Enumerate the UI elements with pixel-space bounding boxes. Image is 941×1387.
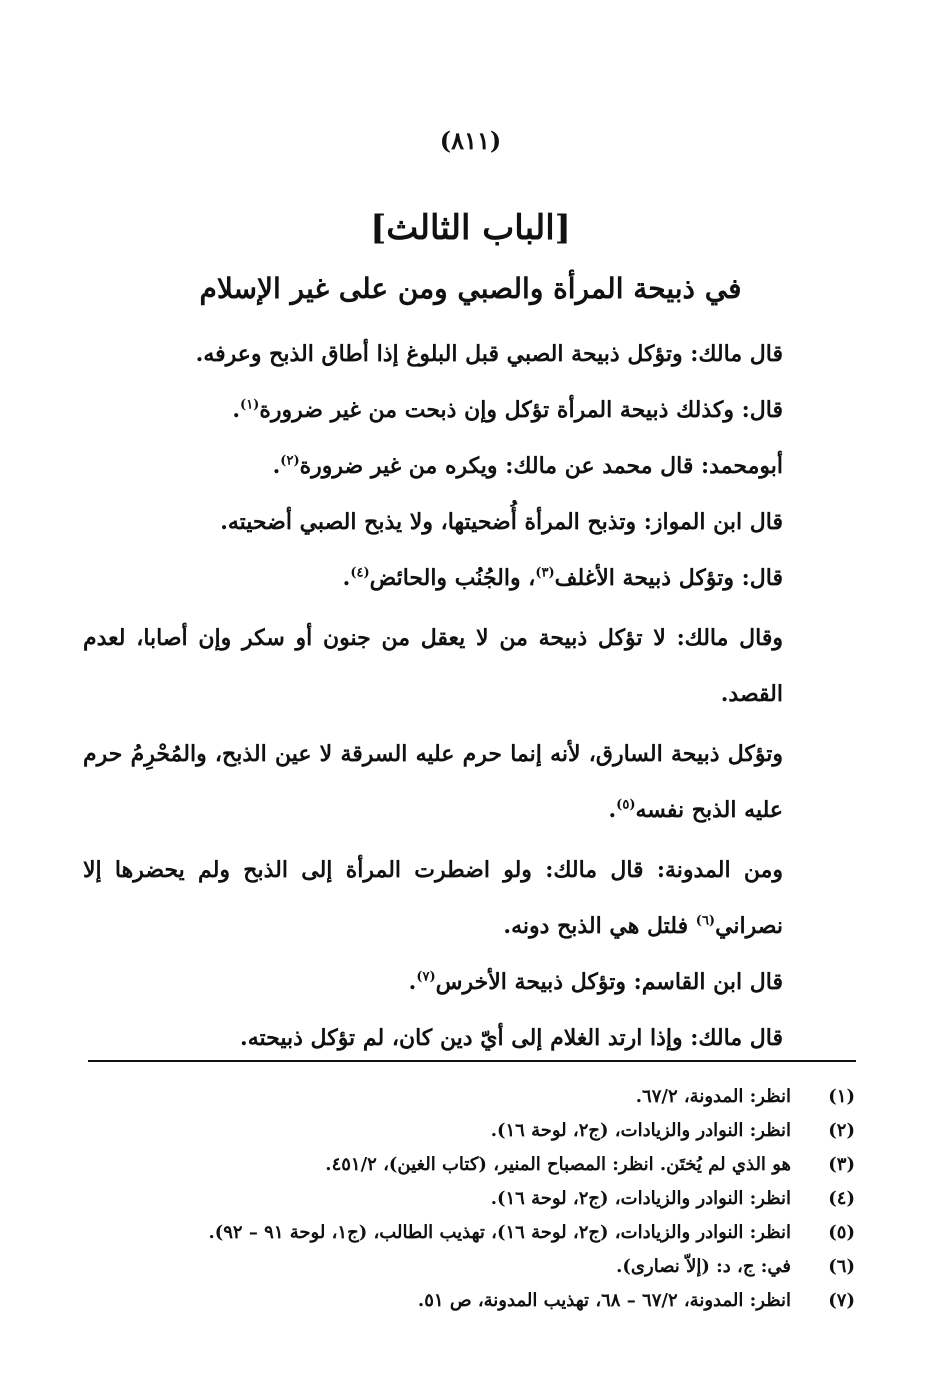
footnote-text: انظر: المدونة، ٦٧/٢ – ٦٨، تهذيب المدونة، ص ٥١. [417,1290,791,1311]
paragraph-tail: . [342,565,351,591]
paragraph [83,438,783,494]
paragraph [83,1010,783,1066]
footnote-item [75,1250,855,1284]
paragraph-tail: ، والجُنُب والحائض [369,565,536,591]
paragraph-text: ومن المدونة: قال مالك: ولو اضطرت المرأة إلى الذبح ولم يحضرها إلا نصراني [83,857,783,939]
paragraph-text: قال ابن القاسم: وتؤكل ذبيحة الأخرس [435,969,783,995]
footnote-item [75,1182,855,1216]
footnote-number: (٣) [828,1154,855,1175]
paragraph [83,326,783,382]
footnote-ref[interactable]: (٢) [280,453,300,469]
footnote-number: (٤) [828,1188,855,1209]
paragraph [83,726,783,838]
footnote-item [75,1114,855,1148]
paragraph-tail: . [408,969,417,995]
footnote-item [75,1216,855,1250]
paragraph-tail: . [232,397,241,423]
footnote-divider [88,1060,856,1062]
footnote-number: (١) [828,1086,855,1107]
paragraph [83,550,783,606]
footnote-ref[interactable]: (٥) [616,797,636,813]
footnotes [75,1080,855,1318]
footnote-ref[interactable]: (٣) [535,565,555,581]
footnote-number: (٦) [828,1256,855,1277]
footnote-item [75,1148,855,1182]
paragraph [83,382,783,438]
chapter-title: [الباب الثالث] [370,208,571,248]
footnote-ref[interactable]: (٤) [350,565,370,581]
paragraph-text: وقال مالك: لا تؤكل ذبيحة من لا يعقل من جنون أو سكر وإن أصابا، لعدم القصد. [83,625,783,707]
chapter-subtitle: في ذبيحة المرأة والصبي ومن على غير الإسلام [199,272,742,305]
footnote-ref[interactable]: (١) [240,397,260,413]
paragraph-tail: فلتل هي الذبح دونه. [503,913,696,939]
paragraph-tail: . [272,453,281,479]
footnote-text: انظر: المدونة، ٦٧/٢. [635,1086,791,1107]
paragraph-text: وتؤكل ذبيحة السارق، لأنه إنما حرم عليه السرقة لا عين الذبح، والمُحْرِمُ حرم عليه الذبح نفسه [83,741,783,823]
paragraph-text: قال مالك: وتؤكل ذبيحة الصبي قبل البلوغ إذا أطاق الذبح وعرفه. [195,341,783,367]
footnote-text: في: ج، د: (إلاّ نصارى). [616,1256,791,1277]
paragraph-tail: . [608,797,617,823]
paragraph-text: قال ابن المواز: وتذبح المرأة أُضحيتها، ولا يذبح الصبي أضحيته. [220,509,783,535]
footnote-item [75,1284,855,1318]
footnote-item [75,1080,855,1114]
footnote-text: انظر: النوادر والزيادات، (ج٢، لوحة ١٦). [490,1120,791,1141]
paragraph-text: قال: وكذلك ذبيحة المرأة تؤكل وإن ذبحت من غير ضرورة [259,397,783,423]
body-text [83,326,783,1066]
paragraph-text: قال مالك: وإذا ارتد الغلام إلى أيّ دين كان، لم تؤكل ذبيحته. [240,1025,783,1051]
footnote-text: هو الذي لم يُختَن. انظر: المصباح المنير، (كتاب الغين)، ٤٥١/٢. [325,1154,791,1175]
paragraph-text: أبومحمد: قال محمد عن مالك: ويكره من غير ضرورة [299,453,783,479]
footnote-number: (٧) [828,1290,855,1311]
page-number: (٨١١) [439,126,502,155]
paragraph [83,842,783,954]
footnote-ref[interactable]: (٧) [416,969,436,985]
paragraph-text: قال: وتؤكل ذبيحة الأغلف [554,565,783,591]
footnote-number: (٥) [828,1222,855,1243]
footnote-number: (٢) [828,1120,855,1141]
paragraph [83,610,783,722]
footnote-text: انظر: النوادر والزيادات، (ج٢، لوحة ١٦). [490,1188,791,1209]
paragraph [83,954,783,1010]
footnote-text: انظر: النوادر والزيادات، (ج٢، لوحة ١٦)، تهذيب الطالب، (ج١، لوحة ٩١ – ٩٢). [208,1222,791,1243]
paragraph [83,494,783,550]
footnote-ref[interactable]: (٦) [695,913,716,929]
